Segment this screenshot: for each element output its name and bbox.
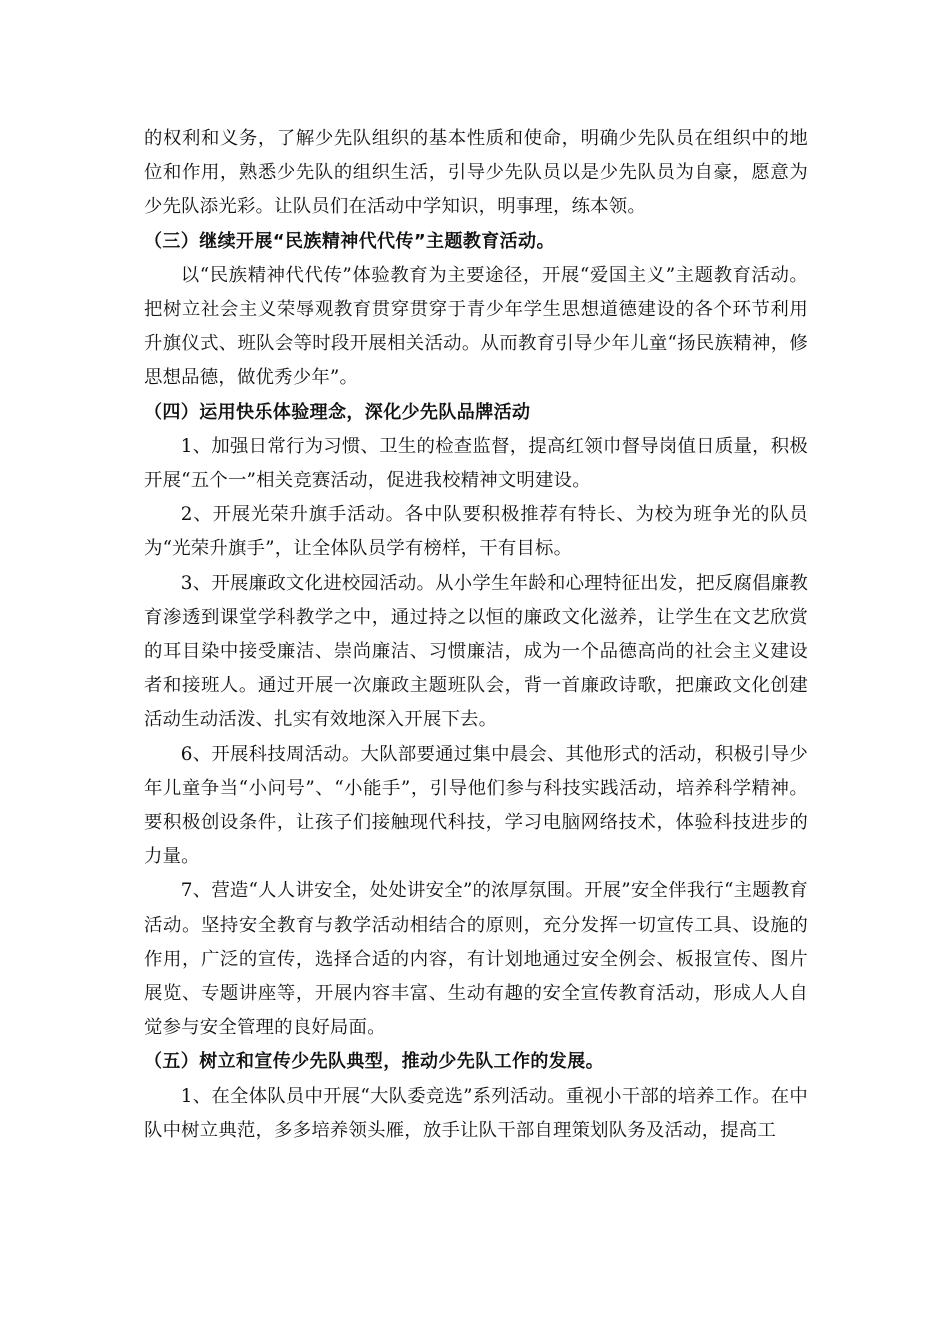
- section-heading-3: （三）继续开展“民族精神代代传”主题教育活动。: [144, 230, 555, 252]
- paragraph-item-2: 2、开展光荣升旗手活动。各中队要积极推荐有特长、为校为班争光的队员为“光荣升旗手”，让全体队员学有榜样，干有目标。: [144, 504, 808, 560]
- document-body: [144, 122, 808, 1148]
- paragraph-item-3: 3、开展廉政文化进校园活动。从小学生年龄和心理特征出发，把反腐倡廉教育渗透到课堂学科教学之中，通过持之以恒的廉政文化滋养，让学生在文艺欣赏的耳目染中接受廉洁、崇尚廉洁、习惯廉洁，成为一个品德高尚的社会主义建设者和接班人。通过开展一次廉政主题班队会，背一首廉政诗歌，把廉政文化创建活动生动活泼、扎实有效地深入开展下去。: [144, 572, 808, 731]
- paragraph-item-1: 1、加强日常行为习惯、卫生的检查监督，提高红领巾督导岗值日质量，积极开展“五个一”相关竞赛活动，促进我校精神文明建设。: [144, 435, 808, 492]
- paragraph-item-5-1: 1、在全体队员中开展“大队委竞选”系列活动。重视小干部的培养工作。在中队中树立典范，多多培养领头雁，放手让队干部自理策划队务及活动，提高工: [144, 1085, 808, 1141]
- section-heading-4: （四）运用快乐体验理念，深化少先队品牌活动: [144, 401, 531, 423]
- paragraph-rights-duties: 的权利和义务，了解少先队组织的基本性质和使命，明确少先队员在组织中的地位和作用，熟悉少先队的组织生活，引导少先队员以是少先队员为自豪，愿意为少先队添光彩。让队员们在活动中学知识，明事理，练本领。: [144, 128, 808, 218]
- paragraph-national-spirit: 以“民族精神代代传”体验教育为主要途径，开展“爱国主义”主题教育活动。把树立社会主义荣辱观教育贯穿贯穿于青少年学生思想道德建设的各个环节利用升旗仪式、班队会等时段开展相关活动。从而教育引导少年儿童“扬民族精神，修思想品德，做优秀少年”。: [144, 264, 808, 389]
- paragraph-item-6: 6、开展科技周活动。大队部要通过集中晨会、其他形式的活动，积极引导少年儿童争当“小问号”、“小能手”，引导他们参与科技实践活动，培养科学精神。要积极创设条件，让孩子们接触现代科技，学习电脑网络技术，体验科技进步的力量。: [144, 743, 808, 868]
- paragraph-item-7: 7、营造“人人讲安全，处处讲安全”的浓厚氛围。开展”安全伴我行“主题教育活动。坚持安全教育与教学活动相结合的原则，充分发挥一切宣传工具、设施的作用，广泛的宣传，选择合适的内容，有计划地通过安全例会、板报宣传、图片展览、专题讲座等，开展内容丰富、生动有趣的安全宣传教育活动，形成人人自觉参与安全管理的良好局面。: [144, 880, 808, 1039]
- section-heading-5: （五）树立和宣传少先队典型，推动少先队工作的发展。: [144, 1051, 604, 1073]
